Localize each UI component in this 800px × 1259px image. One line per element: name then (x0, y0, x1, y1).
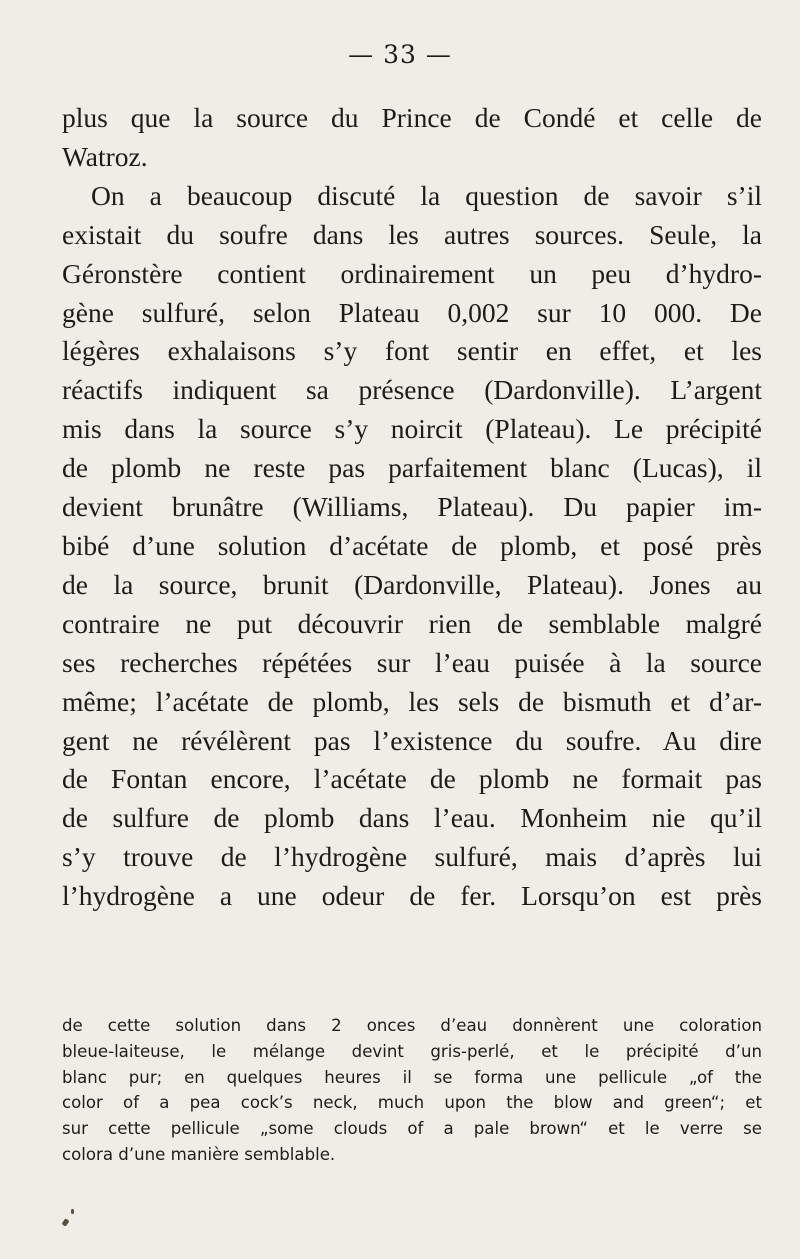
body-line: gent ne révélèrent pas l’existence du soufre. Au dire (62, 724, 762, 756)
body-line: légères exhalaisons s’y font sentir en effet, et les (62, 335, 762, 367)
body-text (62, 99, 762, 916)
body-line: s’y trouve de l’hydrogène sulfuré, mais d’après lui (62, 841, 762, 873)
footnote-line: colora d’une manière semblable. (62, 1144, 336, 1164)
footnote-line: bleue-laiteuse, le mélange devint gris-perlé, et le précipité d’un (62, 1041, 762, 1061)
body-line: Watroz. (62, 140, 148, 172)
footnote (62, 1013, 762, 1168)
footnote-line: blanc pur; en quelques heures il se forma une pellicule „of the (62, 1067, 762, 1087)
body-line: plus que la source du Prince de Condé et celle de (62, 102, 762, 133)
body-line: de la source, brunit (Dardonville, Plateau). Jones au (62, 568, 762, 600)
body-line: On a beaucoup discuté la question de savoir s’il (91, 179, 762, 211)
body-line: bibé d’une solution d’acétate de plomb, et posé près (62, 529, 762, 561)
body-line: devient brunâtre (Williams, Plateau). Du papier im- (62, 491, 762, 523)
body-line: ses recherches répétées sur l’eau puisée à la source (62, 646, 762, 678)
ink-speck (61, 1218, 69, 1227)
body-line: mis dans la source s’y noircit (Plateau). Le précipité (62, 413, 762, 445)
body-line: de sulfure de plomb dans l’eau. Monheim nie qu’il (62, 802, 762, 834)
footnote-line: color of a pea cock’s neck, much upon the blow and green“; et (62, 1093, 762, 1113)
ink-speck (71, 1209, 74, 1214)
body-line: de plomb ne reste pas parfaitement blanc (Lucas), il (62, 452, 762, 484)
body-line: Géronstère contient ordinairement un peu d’hydro- (62, 257, 762, 289)
body-line: même; l’acétate de plomb, les sels de bismuth et d’ar- (62, 685, 762, 717)
body-line: contraire ne put découvrir rien de semblable malgré (62, 607, 762, 639)
body-line: l’hydrogène a une odeur de fer. Lorsqu’on est près (62, 880, 762, 912)
footnote-line: sur cette pellicule „some clouds of a pale brown“ et le verre se (62, 1119, 762, 1139)
page-number: — 33 — (348, 40, 452, 69)
body-line: existait du soufre dans les autres sources. Seule, la (62, 218, 762, 250)
body-line: de Fontan encore, l’acétate de plomb ne formait pas (62, 763, 762, 795)
body-line: réactifs indiquent sa présence (Dardonville). L’argent (62, 374, 762, 406)
body-line: gène sulfuré, selon Plateau 0,002 sur 10 000. De (62, 296, 762, 328)
footnote-line: de cette solution dans 2 onces d’eau donnèrent une coloration (62, 1016, 762, 1035)
